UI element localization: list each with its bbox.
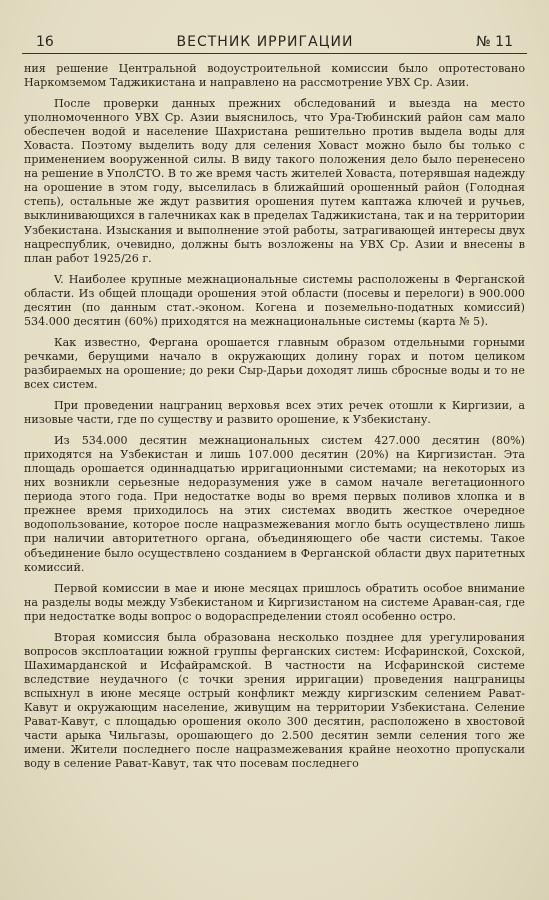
paragraph-3: V. Наиболее крупные межнациональные системы расположены в Ферганской области. Из общей площади орошения этой области (посевы и перелоги) в 900.000 десятин (по данным стат.-эконом. Когена и поземельно-податных комиссий) 534.000 десятин (60%) приходятся на межнациональные системы (карта № 5).	[24, 272, 525, 328]
paragraph-1: ния решение Центральной водоустроительной комиссии было опротестовано Наркомземом Таджикистана и направлено на рассмотрение УВХ Ср. Азии.	[24, 62, 525, 90]
page-number: 16	[36, 34, 54, 50]
paragraph-8: Вторая комиссия была образована несколько позднее для урегулирования вопросов эксплоатации южной группы ферганских систем: Исфаринской, Сохской, Шахимарданской и Исфайрамской. В частности на Исфаринской системе вследствие неудачного (с точки зрения ирригации) проведения нацграницы вспыхнул в июне месяце острый конфликт между киргизским селением Рават-Кавут и окружающим население, живущим на территории Узбекистана. Селение Рават-Кавут, с площадью орошения около 300 десятин, расположено в хвостовой части арыка Чильгазы, орошающего до 2.500 десятин земли селения того же имени. Жители последнего после нацразмежевания крайне неохотно пропускали воду в селение Рават-Кавут, так что посевам последнего	[24, 630, 525, 771]
paragraph-6: Из 534.000 десятин межнациональных систем 427.000 десятин (80%) приходятся на Узбекистан и лишь 107.000 десятин (20%) на Киргизистан. Эта площадь орошается одиннадцатью ирригационными системами; на некоторых из них возникли серьезные недоразумения уже в самом начале вегетационного периода этого года. При недостатке воды во время первых поливов хлопка и в прежнее время приходилось на этих системах вводить жесткое очередное водопользование, которое после нацразмежевания могло быть осуществлено лишь при наличии авторитетного органа, объединяющего обе части системы. Такое объединение было осуществлено созданием в Ферганской области двух паритетных комиссий.	[24, 434, 525, 574]
paragraph-2: После проверки данных прежних обследований и выезда на место уполномоченного УВХ Ср. Азии выяснилось, что Ура-Тюбинский район сам мало обеспечен водой и население Шахристана решительно против выдела воды для Ховаста. Поэтому выделить воду для селения Ховаст можно было бы только с применением вооруженной силы. В виду такого положения дело было перенесено на решение в УполСТО. В то же время часть жителей Ховаста, потерявшая надежду на орошение в этом году, выселилась в ближайший орошенный район (Голодная степь), остальные же ждут развития орошения путем каптажа ключей и ручьев, выклинивающихся в галечниках как в пределах Таджикистана, так и на территории Узбекистана. Изыскания и выполнение этой работы, затрагивающей интересы двух нацреспублик, очевидно, должны быть возложены на УВХ Ср. Азии и внесены в план работ 1925/26 г.	[24, 97, 525, 265]
journal-title: ВЕСТНИК ИРРИГАЦИИ	[176, 34, 354, 50]
article-body	[24, 62, 525, 778]
paragraph-7: Первой комиссии в мае и июне месяцах пришлось обратить особое внимание на разделы воды между Узбекистаном и Киргизистаном на системе Араван-сая, где при недостатке воды вопрос о водораспределении стоял особенно остро.	[24, 581, 525, 623]
paragraph-4: Как известно, Фергана орошается главным образом отдельными горными речками, берущими начало в окружающих долину горах и потом целиком разбираемых на орошение; до реки Сыр-Дарьи доходят лишь сбросные воды и то не всех систем.	[24, 335, 525, 391]
issue-number: № 11	[476, 34, 513, 50]
paragraph-5: При проведении нацграниц верховья всех этих речек отошли к Киргизии, а низовые части, где по существу и развито орошение, к Узбекистану.	[24, 399, 525, 427]
running-header	[22, 24, 527, 54]
